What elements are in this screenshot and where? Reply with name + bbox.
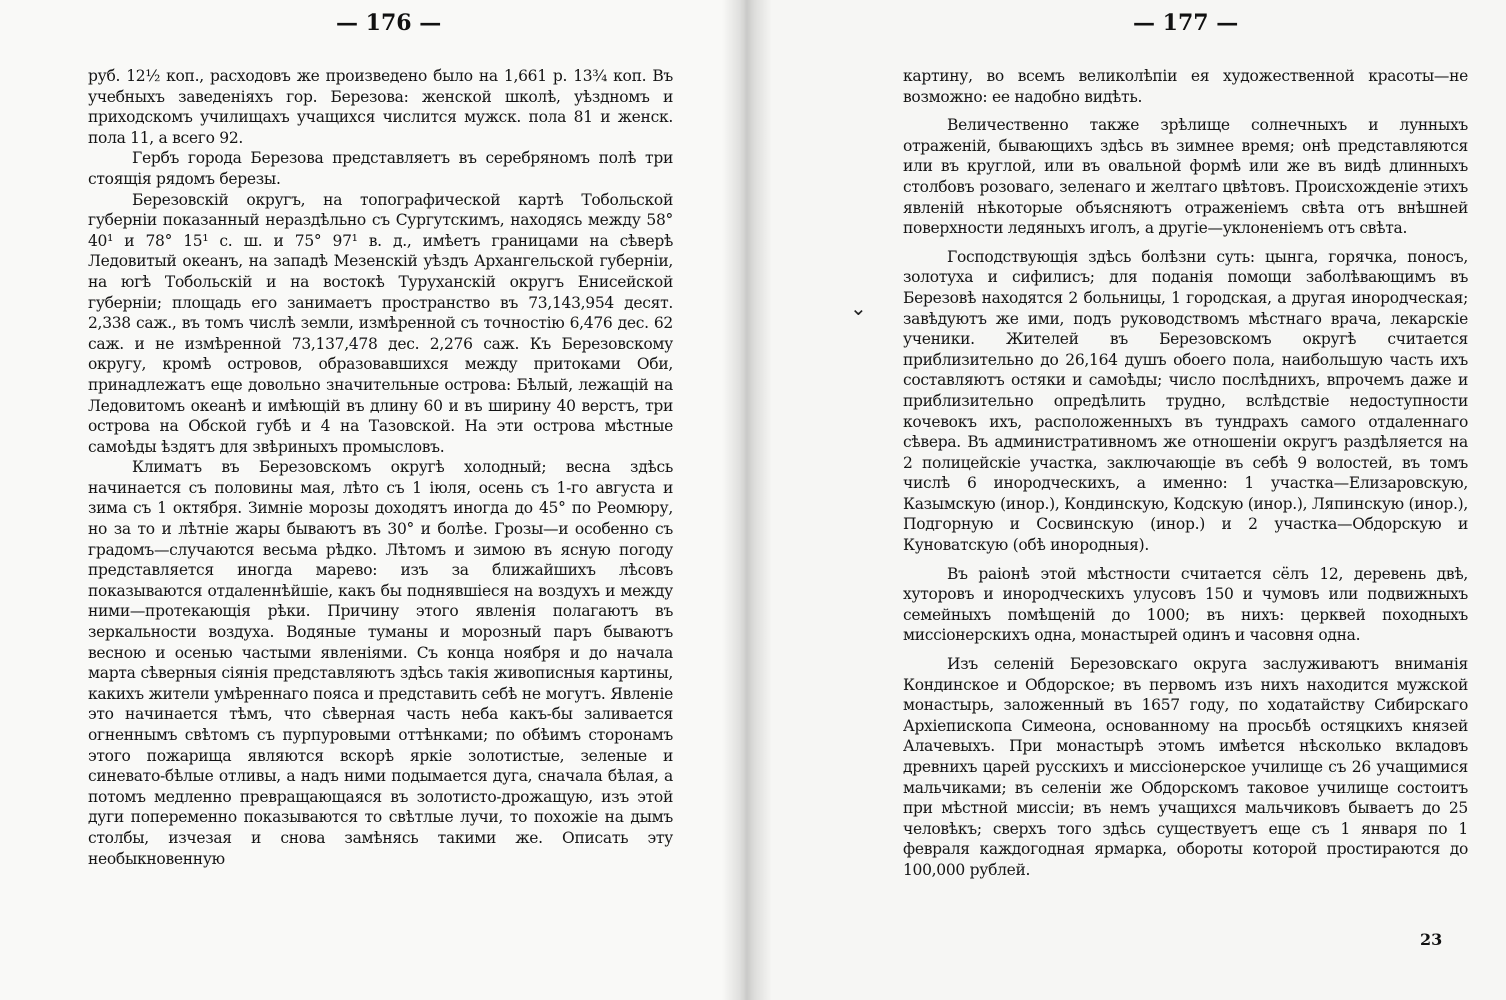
right-page [745,0,1506,1000]
paragraph: Климатъ въ Березовскомъ округѣ холодный; весна здѣсь начинается съ половины мая, лѣто съ 1 іюля, осень съ 1-го августа и зима съ 1 октября. Зимніе морозы доходятъ иногда до 45° по Реомюру, но за то и лѣтніе жары бываютъ въ 30° и болѣе. Грозы—и особенно съ градомъ—случаются весьма рѣдко. Лѣтомъ и зимою въ ясную погоду представляется иногда марево: изъ за ближайшихъ лѣсовъ показываются отдаленнѣйшіе, какъ бы поднявшіеся на воздухъ и между ними—протекающія рѣки. Причину этого явленія полагаютъ въ зеркальности воздуха. Водяные туманы и морозный паръ бываютъ весною и осенью частыми явленіями. Съ конца ноября и до начала марта сѣверныя сіянія представляютъ здѣсь такія живописныя картины, какихъ жители умѣреннаго пояса и представить себѣ не могутъ. Явленіе это начинается тѣмъ, что сѣверная часть неба какъ-бы заливается огненнымъ свѣтомъ съ пурпуровыми оттѣнками; по обѣимъ сторонамъ этого пожарища являются вскорѣ яркіе золотистые, зеленые и синевато-бѣлые отливы, а надъ ними подымается дуга, сначала бѣлая, а потомъ медленно превращающаяся въ золотисто-дрожащую, изъ этой дуги попеременно показываются то свѣтлые лучи, то похожіе на дымъ столбы, изчезая и снова замѣнясь такими же. Описать эту необыкновенную [88,458,673,868]
signature-mark: 23 [1420,930,1443,949]
paragraph: Гербъ города Березова представляетъ въ серебряномъ полѣ три стоящія рядомъ березы. [88,149,673,188]
page-number-right: — 177 — [1133,10,1239,36]
left-page [0,0,745,1000]
page-number-left: — 176 — [336,10,442,36]
right-page-text [903,66,1468,881]
paragraph: Господствующія здѣсь болѣзни суть: цынга, горячка, поносъ, золотуха и сифилисъ; для поданія помощи заболѣвающимъ въ Березовѣ находятся 2 больницы, 1 городская, а другая инородческая; завѣдуютъ же ими, подъ руководствомъ мѣстнаго врача, лекарскіе ученики. Жителей въ Березовскомъ округѣ считается приблизительно до 26,164 душъ обоего пола, наибольшую часть ихъ составляютъ остяки и самоѣды; число послѣднихъ, впрочемъ даже и приблизительно опредѣлить трудно, вслѣдствіе недоступности кочевокъ ихъ, расположенныхъ въ тундрахъ самого отдаленнаго сѣвера. Въ административномъ же отношеніи округъ раздѣляется на 2 полицейскіе участка, заключающіе въ себѣ 9 волостей, въ томъ числѣ 6 инородческихъ, а именно: 1 участка—Елизаровскую, Казымскую (инор.), Кондинскую, Кодскую (инор.), Ляпинскую (инор.), Подгорную и Сосвинскую (инор.) и 2 участка—Обдорскую и Куноватскую (обѣ инородныя). [903,247,1468,555]
book-gutter [722,0,772,1000]
paragraph: Въ раіонѣ этой мѣстности считается сёлъ 12, деревень двѣ, хуторовъ и инородческихъ улусовъ 150 и чумовъ или подвижныхъ семейныхъ помѣщеній до 1000; въ нихъ: церквей походныхъ миссіонерскихъ одна, монастырей одинъ и часовня одна. [903,564,1468,645]
paragraph: руб. 12½ коп., расходовъ же произведено было на 1,661 р. 13¾ коп. Въ учебныхъ заведеніяхъ гор. Березова: женской школѣ, уѣздномъ и приходскомъ училищахъ учащихся числится мужск. пола 81 и женск. пола 11, а всего 92. [88,67,673,147]
margin-tick-icon: ⌄ [850,296,867,320]
left-page-text [88,66,673,869]
paragraph: Березовскій округъ, на топографической картѣ Тобольской губерніи показанный нераздѣльно съ Сургутскимъ, находясь между 58° 40¹ и 78° 15¹ с. ш. и 75° 97¹ в. д., имѣетъ границами на сѣверѣ Ледовитый океанъ, на западѣ Мезенскій уѣздъ Архангельской губерніи, на югѣ Тобольскій и на востокѣ Туруханскій округъ Енисейской губерніи; площадь его занимаетъ пространство въ 73,143,954 десят. 2,338 саж., въ томъ числѣ земли, измѣренной съ точностію 6,476 дес. 62 саж. и не измѣренной 73,137,478 дес. 2,276 саж. Къ Березовскому округу, кромѣ островов, образовавшихся между притоками Оби, принадлежатъ еще довольно значительные острова: Бѣлый, лежащій на Ледовитомъ океанѣ и имѣющій въ длину 60 и въ ширину 40 верстъ, три острова на Обской губѣ и 4 на Тазовской. На эти острова мѣстные самоѣды ѣздятъ для звѣриныхъ промысловъ. [88,190,673,456]
paragraph: Изъ селеній Березовскаго округа заслуживаютъ вниманія Кондинское и Обдорское; въ первомъ изъ нихъ находится мужской монастырь, заложенный въ 1657 году, по ходатайству Сибирскаго Архіепископа Симеона, основанному на просьбѣ остяцкихъ князей Алачевыхъ. При монастырѣ этомъ имѣется нѣсколько вкладовъ древнихъ царей русскихъ и миссіонерское училище съ 26 учащимися мальчиками; въ селеніи же Обдорскомъ таковое училище состоитъ при мѣстной миссіи; въ немъ учащихся мальчиковъ бываетъ до 25 человѣкъ; сверхъ того здѣсь существуетъ еще съ 1 января по 1 февраля каждогодная ярмарка, обороты которой простираются до 100,000 рублей. [903,655,1468,879]
paragraph: картину, во всемъ великолѣпіи ея художественной красоты—не возможно: ее надобно видѣть. [903,67,1468,106]
paragraph: Величественно также зрѣлище солнечныхъ и лунныхъ отраженій, бывающихъ здѣсь въ зимнее время; онѣ представляются или въ круглой, или въ овальной формѣ или же въ видѣ длинныхъ столбовъ розоваго, зеленаго и желтаго цвѣтовъ. Происхожденіе этихъ явленій нѣкоторые объясняютъ отраженіемъ свѣта отъ внѣшней поверхности ледяныхъ иголъ, а другіе—уклоненіемъ отъ свѣта. [903,116,1468,238]
